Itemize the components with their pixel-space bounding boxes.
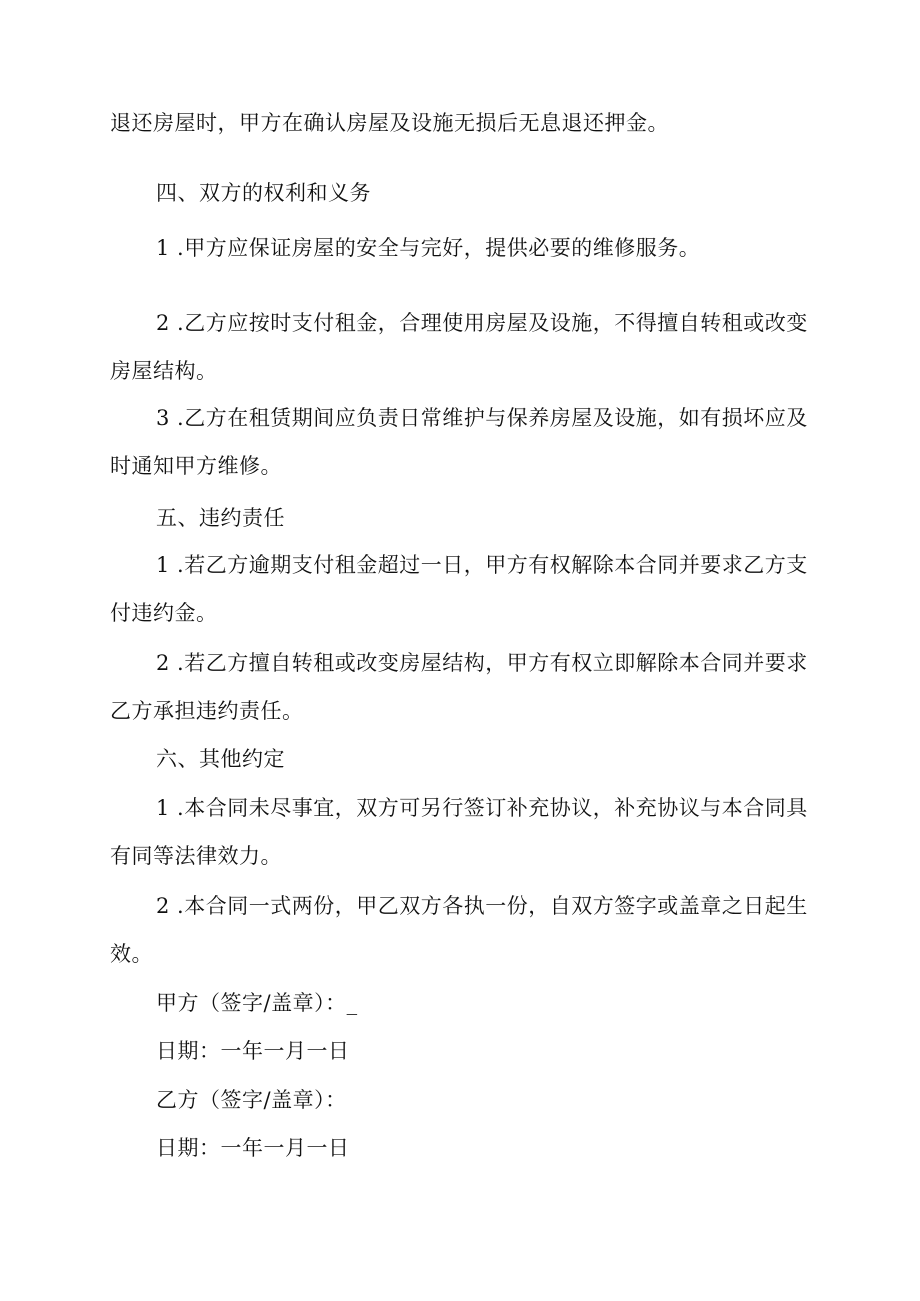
paragraph-line: 2 .乙方应按时支付租金，合理使用房屋及设施，不得擅自转租或改变 [156, 311, 808, 335]
paragraph-line: 时通知甲方维修。 [110, 454, 282, 478]
section-heading: 五、违约责任 [156, 506, 285, 530]
date-line-party-a: 日期：一年一月一日 [156, 1039, 350, 1063]
paragraph-line: 3 .乙方在租赁期间应负责日常维护与保养房屋及设施，如有损坏应及 [156, 406, 808, 430]
section-heading: 六、其他约定 [156, 747, 285, 771]
paragraph-line: 2 .若乙方擅自转租或改变房屋结构，甲方有权立即解除本合同并要求 [156, 651, 808, 675]
signature-line-party-b: 乙方（签字/盖章）： [156, 1088, 347, 1112]
paragraph-line: 1 .甲方应保证房屋的安全与完好，提供必要的维修服务。 [156, 236, 701, 260]
paragraph-line: 乙方承担违约责任。 [110, 699, 304, 723]
paragraph-line: 效。 [110, 942, 153, 966]
date-line-party-b: 日期：一年一月一日 [156, 1136, 350, 1160]
signature-line-party-a: 甲方（签字/盖章）：_ [156, 991, 358, 1015]
paragraph-line: 2 .本合同一式两份，甲乙双方各执一份，自双方签字或盖章之日起生 [156, 894, 808, 918]
section-heading: 四、双方的权利和义务 [156, 181, 371, 205]
paragraph-line: 有同等法律效力。 [110, 844, 282, 868]
paragraph-line: 1 .若乙方逾期支付租金超过一日，甲方有权解除本合同并要求乙方支 [156, 553, 808, 577]
paragraph-line: 1 .本合同未尽事宜，双方可另行签订补充协议，补充协议与本合同具 [156, 796, 808, 820]
paragraph-line: 房屋结构。 [110, 359, 218, 383]
paragraph-line: 付违约金。 [110, 601, 218, 625]
paragraph-line: 退还房屋时，甲方在确认房屋及设施无损后无息退还押金。 [110, 111, 669, 135]
